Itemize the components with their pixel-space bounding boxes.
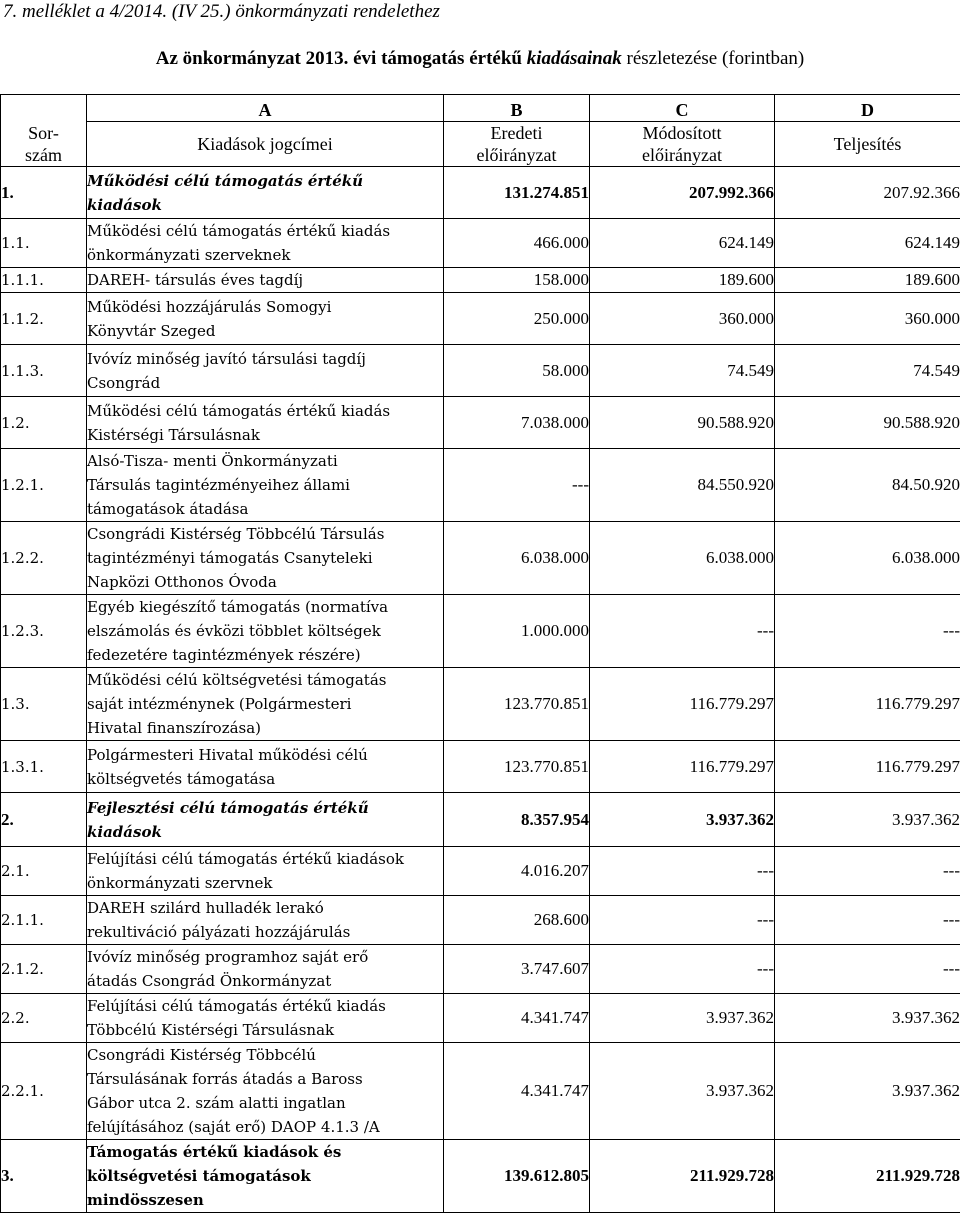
- header-teljesites: Teljesítés: [775, 122, 960, 167]
- row-number: 1.: [1, 167, 87, 219]
- row-value-d: ---: [775, 595, 960, 668]
- header-row-names: [1, 122, 960, 167]
- row-value-b: 123.770.851: [444, 741, 590, 793]
- header-modositott-eloiranyzat: Módosított előirányzat: [590, 122, 775, 167]
- row-number: 2.1.: [1, 847, 87, 896]
- row-number: 1.1.1.: [1, 268, 87, 293]
- row-description: Egyéb kiegészítő támogatás (normatíva elszámolás és évközi többlet költségek fedezetére tagintézmények részére): [87, 595, 444, 668]
- row-value-d: 84.50.920: [775, 449, 960, 522]
- header-sorszam: [1, 95, 87, 167]
- row-description: Csongrádi Kistérség Többcélú Társulásának forrás átadás a Baross Gábor utca 2. szám alatti ingatlan felújításához (saját erő) DAOP 4.1.3 /A: [87, 1043, 444, 1140]
- header-letter-c: C: [590, 95, 775, 122]
- row-value-c: 624.149: [590, 219, 775, 268]
- row-value-c: ---: [590, 847, 775, 896]
- table-row: [1, 994, 960, 1043]
- row-value-c: 207.992.366: [590, 167, 775, 219]
- table-row: [1, 945, 960, 994]
- row-value-b: 268.600: [444, 896, 590, 945]
- row-number: 2.: [1, 793, 87, 847]
- title-part-1: Az önkormányzat 2013. évi támogatás értékű: [156, 48, 527, 69]
- row-number: 1.2.1.: [1, 449, 87, 522]
- table-row: [1, 345, 960, 397]
- row-value-d: 624.149: [775, 219, 960, 268]
- row-value-b: 3.747.607: [444, 945, 590, 994]
- table-row: [1, 896, 960, 945]
- title-part-3: részletezése (forintban): [622, 48, 805, 69]
- row-number: 1.1.: [1, 219, 87, 268]
- row-value-d: 3.937.362: [775, 793, 960, 847]
- table-row: [1, 793, 960, 847]
- row-value-c: 90.588.920: [590, 397, 775, 449]
- table-row: [1, 397, 960, 449]
- document-title: [0, 47, 960, 71]
- table-row: [1, 268, 960, 293]
- row-value-c: 3.937.362: [590, 1043, 775, 1140]
- row-value-c: 6.038.000: [590, 522, 775, 595]
- row-number: 1.1.2.: [1, 293, 87, 345]
- row-value-c: 3.937.362: [590, 793, 775, 847]
- header-kiadasok-jogcimei: Kiadások jogcímei: [87, 122, 444, 167]
- row-value-c: 360.000: [590, 293, 775, 345]
- header-letter-a: A: [87, 95, 444, 122]
- row-description: Alsó-Tisza- menti Önkormányzati Társulás tagintézményeihez állami támogatások átadása: [87, 449, 444, 522]
- header-letter-b: B: [444, 95, 590, 122]
- row-value-b: 6.038.000: [444, 522, 590, 595]
- row-description: DAREH szilárd hulladék lerakó rekultiváció pályázati hozzájárulás: [87, 896, 444, 945]
- row-value-b: 123.770.851: [444, 668, 590, 741]
- row-value-c: ---: [590, 595, 775, 668]
- row-description: Működési hozzájárulás Somogyi Könyvtár Szeged: [87, 293, 444, 345]
- table-row: [1, 293, 960, 345]
- row-number: 1.3.: [1, 668, 87, 741]
- row-value-b: 1.000.000: [444, 595, 590, 668]
- row-description: Felújítási célú támogatás értékű kiadások önkormányzati szervnek: [87, 847, 444, 896]
- header-sorszam-label: Sor- szám: [1, 122, 86, 166]
- row-number: 2.1.2.: [1, 945, 87, 994]
- row-description: Fejlesztési célú támogatás értékű kiadások: [87, 793, 444, 847]
- table-row: [1, 847, 960, 896]
- row-value-d: 74.549: [775, 345, 960, 397]
- row-value-d: ---: [775, 847, 960, 896]
- row-value-c: 189.600: [590, 268, 775, 293]
- row-value-d: 3.937.362: [775, 994, 960, 1043]
- row-number: 2.2.1.: [1, 1043, 87, 1140]
- row-description: Működési célú támogatás értékű kiadás Kistérségi Társulásnak: [87, 397, 444, 449]
- row-value-b: 139.612.805: [444, 1140, 590, 1213]
- row-value-c: ---: [590, 945, 775, 994]
- table-row: [1, 219, 960, 268]
- table-row: [1, 1140, 960, 1213]
- row-description: Működési célú támogatás értékű kiadások: [87, 167, 444, 219]
- row-description: Támogatás értékű kiadások és költségvetési támogatások mindösszesen: [87, 1140, 444, 1213]
- row-number: 2.1.1.: [1, 896, 87, 945]
- row-value-d: 207.92.366: [775, 167, 960, 219]
- row-value-b: 7.038.000: [444, 397, 590, 449]
- row-value-d: 116.779.297: [775, 668, 960, 741]
- header-eredeti-eloiranyzat: Eredeti előirányzat: [444, 122, 590, 167]
- row-value-d: 116.779.297: [775, 741, 960, 793]
- table-row: [1, 522, 960, 595]
- row-value-b: 58.000: [444, 345, 590, 397]
- row-value-c: 74.549: [590, 345, 775, 397]
- row-value-b: 8.357.954: [444, 793, 590, 847]
- header-note: 7. melléklet a 4/2014. (IV 25.) önkormányzati rendelethez: [3, 0, 440, 24]
- row-value-d: 211.929.728: [775, 1140, 960, 1213]
- row-number: 3.: [1, 1140, 87, 1213]
- table-row: [1, 1043, 960, 1140]
- table-row: [1, 595, 960, 668]
- row-value-c: 3.937.362: [590, 994, 775, 1043]
- row-description: Csongrádi Kistérség Többcélú Társulás tagintézményi támogatás Csanyteleki Napközi Otthonos Óvoda: [87, 522, 444, 595]
- row-number: 2.2.: [1, 994, 87, 1043]
- row-value-b: 131.274.851: [444, 167, 590, 219]
- row-description: Működési célú támogatás értékű kiadás önkormányzati szerveknek: [87, 219, 444, 268]
- row-value-d: 6.038.000: [775, 522, 960, 595]
- row-value-d: 360.000: [775, 293, 960, 345]
- row-description: Ivóvíz minőség javító társulási tagdíj Csongrád: [87, 345, 444, 397]
- table-row: [1, 167, 960, 219]
- table-row: [1, 449, 960, 522]
- expenses-table: [0, 94, 960, 1213]
- row-description: Ivóvíz minőség programhoz saját erő átadás Csongrád Önkormányzat: [87, 945, 444, 994]
- row-description: Felújítási célú támogatás értékű kiadás Többcélú Kistérségi Társulásnak: [87, 994, 444, 1043]
- row-value-b: 4.016.207: [444, 847, 590, 896]
- row-description: Polgármesteri Hivatal működési célú költségvetés támogatása: [87, 741, 444, 793]
- row-number: 1.1.3.: [1, 345, 87, 397]
- row-value-c: 211.929.728: [590, 1140, 775, 1213]
- row-value-b: 4.341.747: [444, 1043, 590, 1140]
- row-value-d: ---: [775, 896, 960, 945]
- row-value-d: 189.600: [775, 268, 960, 293]
- header-row-letters: [1, 95, 960, 122]
- row-number: 1.3.1.: [1, 741, 87, 793]
- row-number: 1.2.3.: [1, 595, 87, 668]
- row-value-d: 3.937.362: [775, 1043, 960, 1140]
- row-value-c: 116.779.297: [590, 741, 775, 793]
- row-value-b: 466.000: [444, 219, 590, 268]
- row-value-c: ---: [590, 896, 775, 945]
- header-letter-d: D: [775, 95, 960, 122]
- row-value-b: 158.000: [444, 268, 590, 293]
- row-number: 1.2.: [1, 397, 87, 449]
- table-row: [1, 668, 960, 741]
- row-value-b: 250.000: [444, 293, 590, 345]
- table-row: [1, 741, 960, 793]
- row-value-c: 116.779.297: [590, 668, 775, 741]
- row-value-d: ---: [775, 945, 960, 994]
- row-value-b: 4.341.747: [444, 994, 590, 1043]
- row-number: 1.2.2.: [1, 522, 87, 595]
- row-description: DAREH- társulás éves tagdíj: [87, 268, 444, 293]
- row-value-b: ---: [444, 449, 590, 522]
- title-part-2: kiadásainak: [527, 48, 622, 69]
- row-value-d: 90.588.920: [775, 397, 960, 449]
- row-value-c: 84.550.920: [590, 449, 775, 522]
- row-description: Működési célú költségvetési támogatás saját intézménynek (Polgármesteri Hivatal finanszírozása): [87, 668, 444, 741]
